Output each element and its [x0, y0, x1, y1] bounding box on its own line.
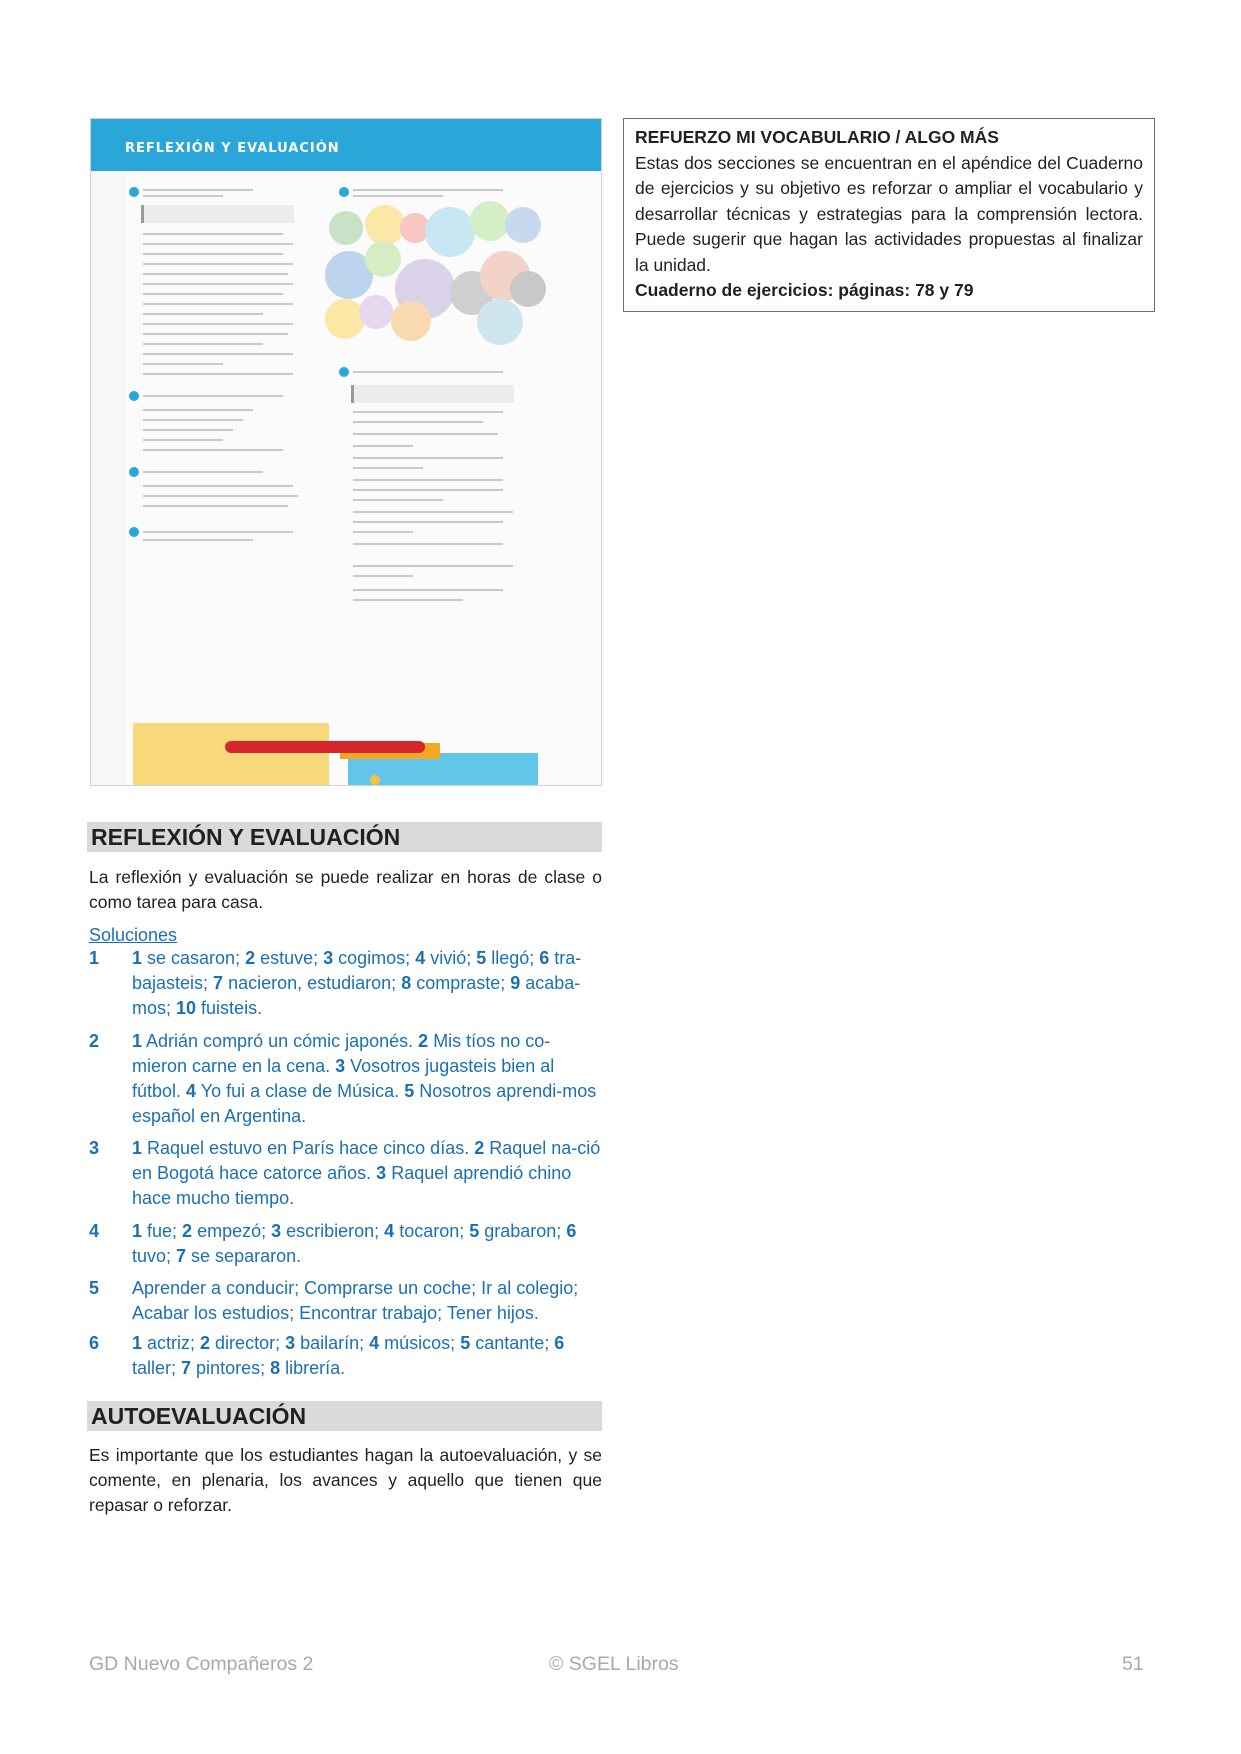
answer-number: 1: [89, 948, 100, 968]
answer-number: 2: [89, 1031, 100, 1051]
autoevaluacion-body: Es importante que los estudiantes hagan la autoevaluación, y se comente, en plenaria, los avances y aquello que tienen que repasar o reforzar.: [89, 1445, 602, 1515]
answer-item: [89, 946, 602, 1022]
answer-text: 1 se casaron; 2 estuve; 3 cogimos; 4 vivió; 5 llegó; 6 tra-bajasteis; 7 nacieron, estudiaron; 8 compraste; 9 acaba-mos; 10 fuisteis.: [132, 948, 582, 1018]
reflexion-heading: REFLEXIÓN Y EVALUACIÓN: [87, 822, 602, 852]
answer-item: [89, 1331, 602, 1382]
answer-item: [89, 1219, 602, 1270]
autoevaluacion-heading: AUTOEVALUACIÓN: [87, 1401, 602, 1431]
answer-number: 3: [89, 1138, 100, 1158]
refuerzo-box: [623, 118, 1155, 312]
student-book-thumbnail: [90, 118, 602, 786]
answer-text: 1 actriz; 2 director; 3 bailarín; 4 músicos; 5 cantante; 6 taller; 7 pintores; 8 librería.: [132, 1333, 565, 1378]
thumbnail-yellow-text-box: [133, 723, 329, 786]
footer-publisher: © SGEL Libros: [549, 1653, 679, 1675]
refuerzo-footer: Cuaderno de ejercicios: páginas: 78 y 79: [635, 280, 974, 300]
thumbnail-project-bar: [225, 741, 425, 753]
answer-text: 1 Raquel estuvo en París hace cinco días. 2 Raquel na-ció en Bogotá hace catorce años. 3 Raquel aprendió chino hace mucho tiempo.: [132, 1138, 601, 1208]
thumbnail-autoevaluacion-box: [348, 753, 538, 786]
reflexion-intro: La reflexión y evaluación se puede realizar en horas de clase o como tarea para casa.: [89, 867, 602, 912]
answer-text: Aprender a conducir; Comprarse un coche; Ir al colegio; Acabar los estudios; Encontrar trabajo; Tener hijos.: [132, 1278, 579, 1323]
answer-text: 1 fue; 2 empezó; 3 escribieron; 4 tocaron; 5 grabaron; 6 tuvo; 7 se separaron.: [132, 1221, 577, 1266]
thumbnail-banner: [91, 119, 601, 171]
answer-number: 5: [89, 1278, 100, 1298]
answer-text: 1 Adrián compró un cómic japonés. 2 Mis tíos no co-mieron carne en la cena. 3 Vosotros jugasteis bien al fútbol. 4 Yo fui a clase de Música. 5 Nosotros aprendi-mos español en Argentina.: [132, 1031, 597, 1126]
refuerzo-body: Estas dos secciones se encuentran en el apéndice del Cuaderno de ejercicios y su objetivo es reforzar o ampliar el vocabulario y desarrollar técnicas y estrategias para la comprensión lectora. Puede sugerir que hagan las actividades propuestas al finalizar la unidad.: [635, 152, 1143, 275]
answer-number: 4: [89, 1221, 100, 1241]
answer-number: 6: [89, 1333, 100, 1353]
answer-item: [89, 1136, 602, 1212]
page-number: 51: [1122, 1653, 1144, 1675]
refuerzo-title: REFUERZO MI VOCABULARIO / ALGO MÁS: [635, 127, 999, 147]
answer-item: [89, 1029, 602, 1130]
answer-item: [89, 1276, 602, 1327]
thumbnail-banner-title: REFLEXIÓN Y EVALUACIÓN: [125, 141, 340, 156]
footer-book-title: GD Nuevo Compañeros 2: [89, 1653, 314, 1675]
thumbnail-content: [125, 171, 601, 786]
solutions-label: Soluciones: [89, 925, 178, 945]
